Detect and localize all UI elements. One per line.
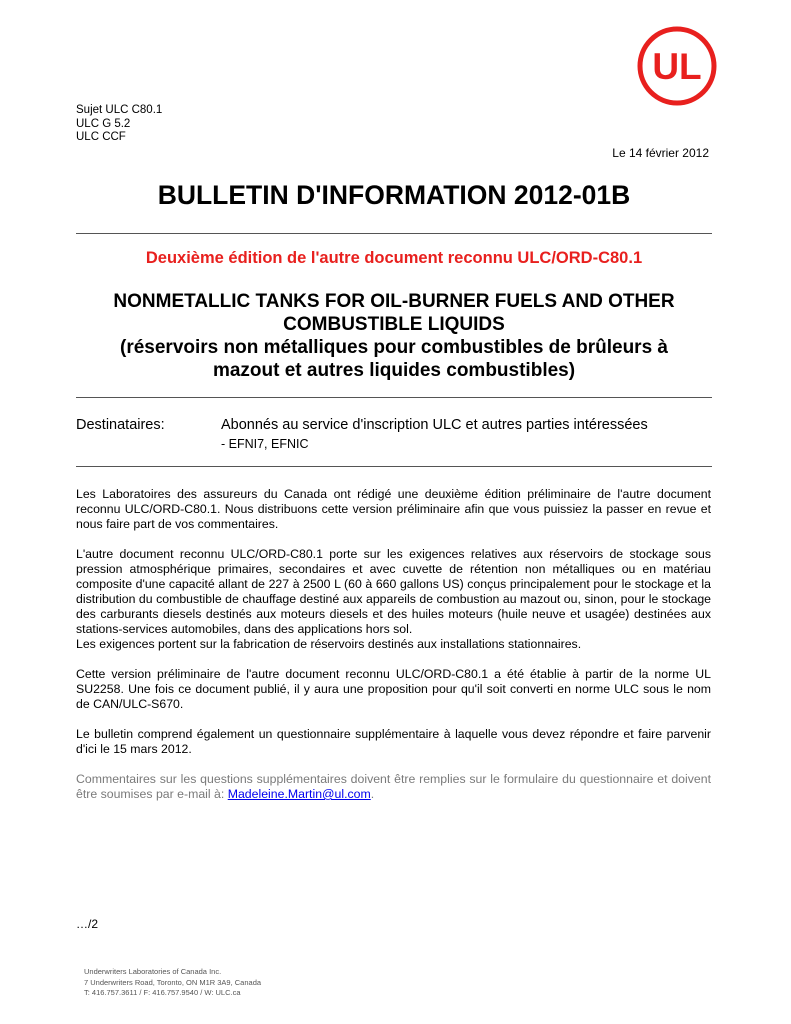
- recipients-label: Destinataires:: [76, 417, 165, 433]
- recipients-value: Abonnés au service d'inscription ULC et autres parties intéressées: [221, 417, 648, 433]
- paragraph-scope-note: Les exigences portent sur la fabrication de réservoirs destinés aux installations stationnaires.: [76, 637, 582, 651]
- paragraph-scope: L'autre document reconnu ULC/ORD-C80.1 porte sur les exigences relatives aux réservoirs de stockage sous pression atmosphérique primaires, secondaires et avec cuvette de rétention non métalliques ou en matériau composite d'une capacité allant de 227 à 2500 L (60 à 660 gallons US) conçus principalement pour le stockage et la distribution du combustible de chauffage destiné aux appareils de combustion au mazout ou, sinon, pour le stockage des carburants diesels destinés aux moteurs diesels et des huiles moteurs (huile neuve et usagée) destinées aux stations-services automobiles, dans des applications hors sol.: [76, 547, 711, 636]
- subject-block: [76, 104, 162, 145]
- recipients-codes: - EFNI7, EFNIC: [221, 437, 309, 451]
- footer-line: 7 Underwriters Road, Toronto, ON M1R 3A9, Canada: [84, 977, 262, 987]
- subject-line: Sujet ULC C80.1: [76, 104, 163, 116]
- bulletin-title: BULLETIN D'INFORMATION 2012-01B: [157, 180, 631, 210]
- footer-line: T: 416.757.3611 / F: 416.757.9540 / W: ULC.ca: [84, 988, 241, 997]
- comments-text: Commentaires sur les questions supplémentaires doivent être remplies sur le formulaire du questionnaire et doivent être soumises par e-mail à:: [76, 772, 711, 801]
- divider-bottom: [76, 466, 712, 467]
- heading-line: mazout et autres liquides combustibles): [212, 360, 576, 381]
- comments-end: .: [370, 787, 375, 801]
- email-link[interactable]: Madeleine.Martin@ul.com: [227, 787, 371, 801]
- paragraph-intro: Les Laboratoires des assureurs du Canada ont rédigé une deuxième édition préliminaire de l'autre document reconnu ULC/ORD-C80.1. Nous distribuons cette version préliminaire afin que vous puissiez la passer en revue et nous faire part de vos commentaires.: [76, 487, 711, 531]
- paragraph-comments: [76, 772, 711, 802]
- heading-line: NONMETALLIC TANKS FOR OIL-BURNER FUELS AND OTHER: [113, 291, 675, 312]
- document-heading: [76, 290, 712, 382]
- footer-address: [84, 967, 261, 999]
- page-continuation: …/2: [76, 917, 99, 931]
- document-date: Le 14 février 2012: [612, 146, 709, 160]
- footer-line: Underwriters Laboratories of Canada Inc.: [84, 967, 222, 976]
- bulletin-body: [76, 487, 711, 817]
- ul-logo: [637, 26, 717, 106]
- paragraph-questionnaire: Le bulletin comprend également un questionnaire supplémentaire à laquelle vous devez répondre et faire parvenir d'ici le 15 mars 2012.: [76, 727, 711, 756]
- subject-line: ULC G 5.2: [76, 117, 131, 130]
- divider-middle: [76, 397, 712, 398]
- heading-line: COMBUSTIBLE LIQUIDS: [283, 314, 505, 335]
- heading-line: (réservoirs non métalliques pour combustibles de brûleurs à: [120, 337, 668, 358]
- edition-subtitle: Deuxième édition de l'autre document reconnu ULC/ORD-C80.1: [145, 249, 643, 267]
- paragraph-basis: Cette version préliminaire de l'autre document reconnu ULC/ORD-C80.1 a été établie à partir de la norme UL SU2258. Une fois ce document publié, il y aura une proposition pour qu'il soit converti en norme ULC sous le nom de CAN/ULC-S670.: [76, 667, 711, 711]
- ul-logo-text: UL: [652, 46, 702, 87]
- subject-line: ULC CCF: [76, 131, 126, 143]
- divider-top: [76, 233, 712, 234]
